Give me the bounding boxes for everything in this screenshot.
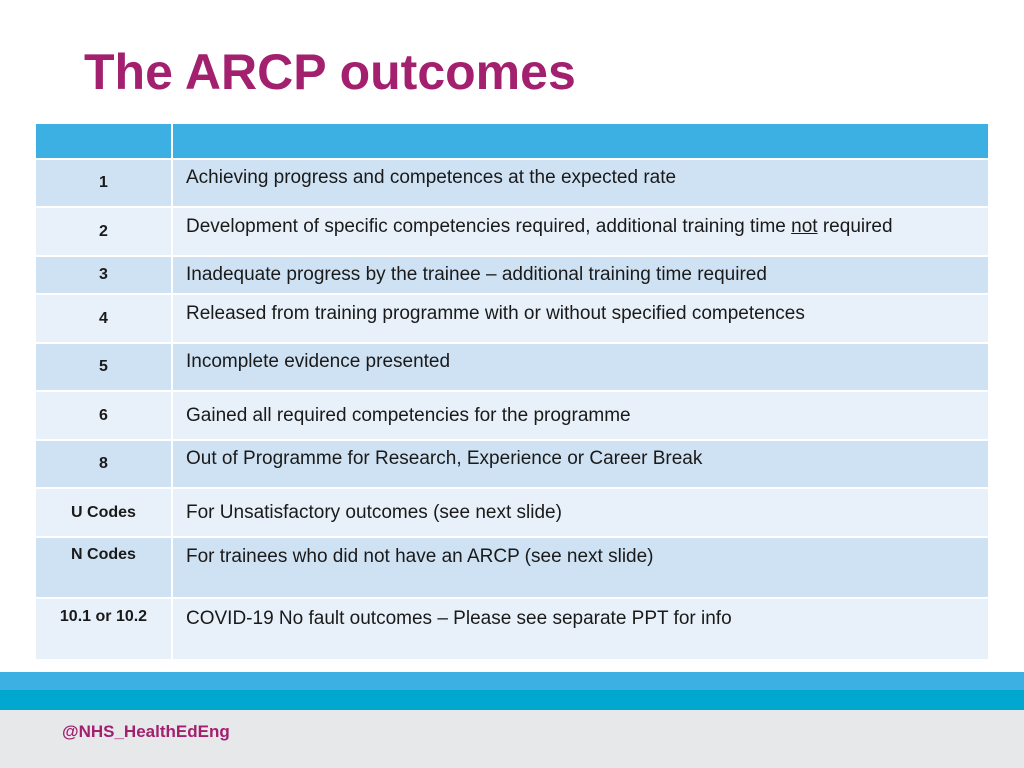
- outcome-description: [172, 598, 989, 660]
- table-row: [35, 207, 989, 256]
- arcp-outcomes-table: [34, 122, 990, 661]
- outcome-description-text: Released from training programme with or without specified competences: [186, 302, 805, 324]
- twitter-handle: @NHS_HealthEdEng: [62, 722, 230, 741]
- outcome-description: Gained all required competencies for the programme: [172, 391, 989, 440]
- outcome-code: 8: [35, 440, 172, 488]
- outcome-code: [35, 537, 172, 598]
- table-row: [35, 537, 989, 598]
- outcome-description: [172, 159, 989, 207]
- outcome-code: [35, 598, 172, 660]
- outcome-description-text: COVID-19 No fault outcomes – Please see separate PPT for info: [186, 608, 732, 629]
- description-emphasis: not: [791, 215, 818, 237]
- outcome-description: [172, 343, 989, 391]
- outcome-description: Inadequate progress by the trainee – additional training time required: [172, 256, 989, 294]
- slide-title: The ARCP outcomes: [84, 44, 576, 100]
- outcome-code: U Codes: [35, 488, 172, 537]
- table-row: [35, 488, 989, 537]
- outcome-description: [172, 207, 989, 256]
- table-row: [35, 343, 989, 391]
- outcome-code: 2: [35, 207, 172, 256]
- outcome-description-text: Out of Programme for Research, Experience or Career Break: [186, 448, 703, 469]
- outcome-code: 5: [35, 343, 172, 391]
- footer-band-light: [0, 672, 1024, 690]
- footer-band-dark: [0, 690, 1024, 710]
- outcome-description-text: Achieving progress and competences at the expected rate: [186, 167, 677, 188]
- header-cell-code: [35, 123, 172, 159]
- table-row: [35, 256, 989, 294]
- table-row: [35, 598, 989, 660]
- outcome-description: [172, 440, 989, 488]
- outcome-code: 6: [35, 391, 172, 440]
- header-cell-description: [172, 123, 989, 159]
- outcome-code-text: N Codes: [71, 546, 136, 563]
- outcome-code-text: 10.1 or 10.2: [59, 608, 148, 625]
- outcome-description-text: Incomplete evidence presented: [186, 351, 451, 372]
- outcome-description-text: For trainees who did not have an ARCP (see next slide): [186, 546, 654, 567]
- outcome-code: 4: [35, 294, 172, 343]
- description-part: required: [817, 215, 893, 237]
- outcome-code: 3: [35, 256, 172, 294]
- description-part: Development of specific competencies required, additional training time: [186, 215, 792, 237]
- outcome-description-text: [186, 216, 988, 238]
- table-row: [35, 391, 989, 440]
- outcome-description: [172, 294, 989, 343]
- table-row: [35, 294, 989, 343]
- table-row: [35, 159, 989, 207]
- table-header-row: [35, 123, 989, 159]
- outcome-description: For Unsatisfactory outcomes (see next slide): [172, 488, 989, 537]
- outcome-code: 1: [35, 159, 172, 207]
- table-row: [35, 440, 989, 488]
- outcome-description: [172, 537, 989, 598]
